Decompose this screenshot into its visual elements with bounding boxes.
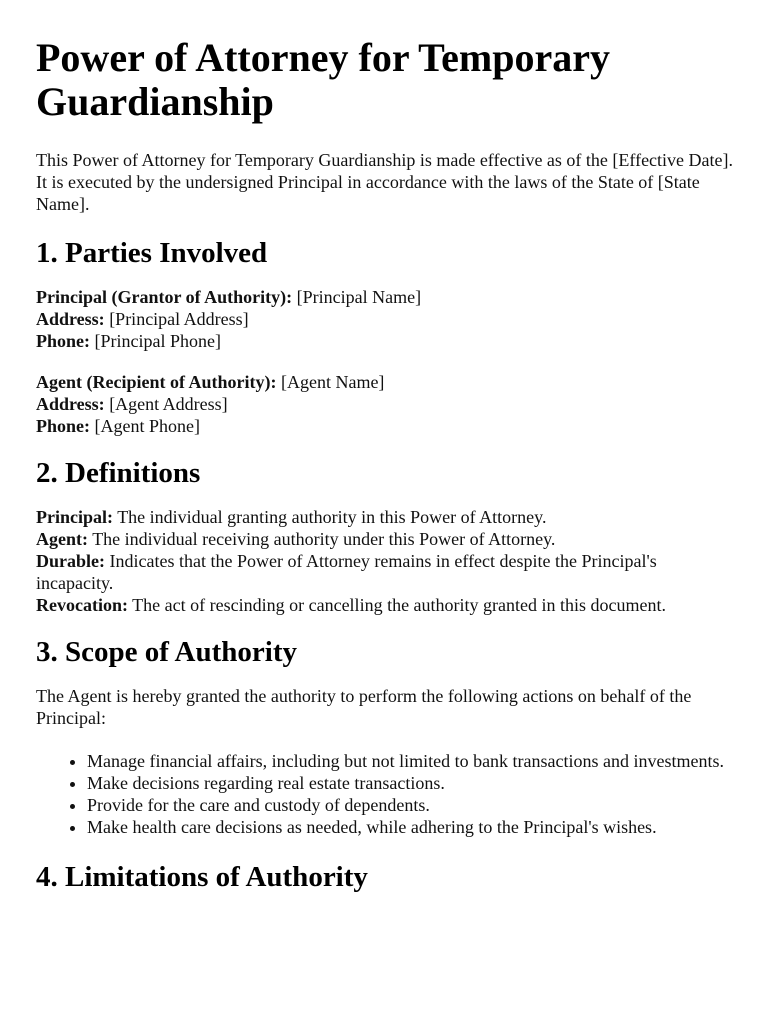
agent-address-label: Address:: [36, 394, 105, 414]
principal-name-label: Principal (Grantor of Authority):: [36, 287, 293, 307]
scope-list: [36, 750, 734, 838]
agent-name-label: Agent (Recipient of Authority):: [36, 372, 277, 392]
principal-phone-value: [Principal Phone]: [94, 331, 221, 351]
section-scope: [36, 635, 734, 838]
agent-details: [36, 371, 734, 437]
agent-address-line: [36, 393, 734, 415]
definitions-list: [36, 506, 734, 616]
section-heading-definitions: 2. Definitions: [36, 457, 201, 489]
definition-term: Principal:: [36, 507, 113, 527]
principal-name-line: [36, 286, 734, 308]
agent-phone-value: [Agent Phone]: [94, 416, 200, 436]
list-item: • Manage financial affairs, including but not limited to bank transactions and investments.: [87, 750, 734, 772]
section-heading-scope: 3. Scope of Authority: [36, 636, 297, 668]
definition-agent: [36, 528, 734, 550]
principal-address-line: [36, 308, 734, 330]
section-definitions: [36, 456, 734, 616]
section-heading-parties: 1. Parties Involved: [36, 237, 268, 269]
principal-name-value: [Principal Name]: [296, 287, 422, 307]
agent-name-value: [Agent Name]: [280, 372, 385, 392]
principal-phone-label: Phone:: [36, 331, 90, 351]
list-item: • Provide for the care and custody of dependents.: [87, 794, 734, 816]
intro-paragraph: This Power of Attorney for Temporary Guardianship is made effective as of the [Effective Date]. It is executed by the undersigned Principal in accordance with the laws of the State of [State Name].: [36, 150, 734, 214]
principal-address-label: Address:: [36, 309, 105, 329]
definition-text: The individual granting authority in this Power of Attorney.: [117, 507, 547, 527]
list-item: • Make health care decisions as needed, while adhering to the Principal's wishes.: [87, 816, 734, 838]
definition-principal: [36, 506, 734, 528]
scope-intro: The Agent is hereby granted the authority to perform the following actions on behalf of the Principal:: [36, 686, 692, 728]
list-item: • Make decisions regarding real estate transactions.: [87, 772, 734, 794]
definition-term: Revocation:: [36, 595, 128, 615]
agent-address-value: [Agent Address]: [109, 394, 228, 414]
definition-text: Indicates that the Power of Attorney remains in effect despite the Principal's incapacity.: [36, 551, 657, 593]
definition-term: Durable:: [36, 551, 105, 571]
principal-phone-line: [36, 330, 734, 352]
definition-durable: [36, 550, 734, 594]
section-parties: [36, 236, 734, 437]
agent-phone-line: [36, 415, 734, 437]
agent-phone-label: Phone:: [36, 416, 90, 436]
definition-term: Agent:: [36, 529, 88, 549]
definition-text: The act of rescinding or cancelling the authority granted in this document.: [132, 595, 667, 615]
document-title: Power of Attorney for Temporary Guardianship: [36, 35, 610, 124]
section-heading-limitations: 4. Limitations of Authority: [36, 861, 368, 893]
definition-text: The individual receiving authority under this Power of Attorney.: [92, 529, 556, 549]
principal-address-value: [Principal Address]: [109, 309, 249, 329]
section-limitations: [36, 860, 734, 894]
agent-name-line: [36, 371, 734, 393]
principal-details: [36, 286, 734, 352]
definition-revocation: [36, 594, 734, 616]
